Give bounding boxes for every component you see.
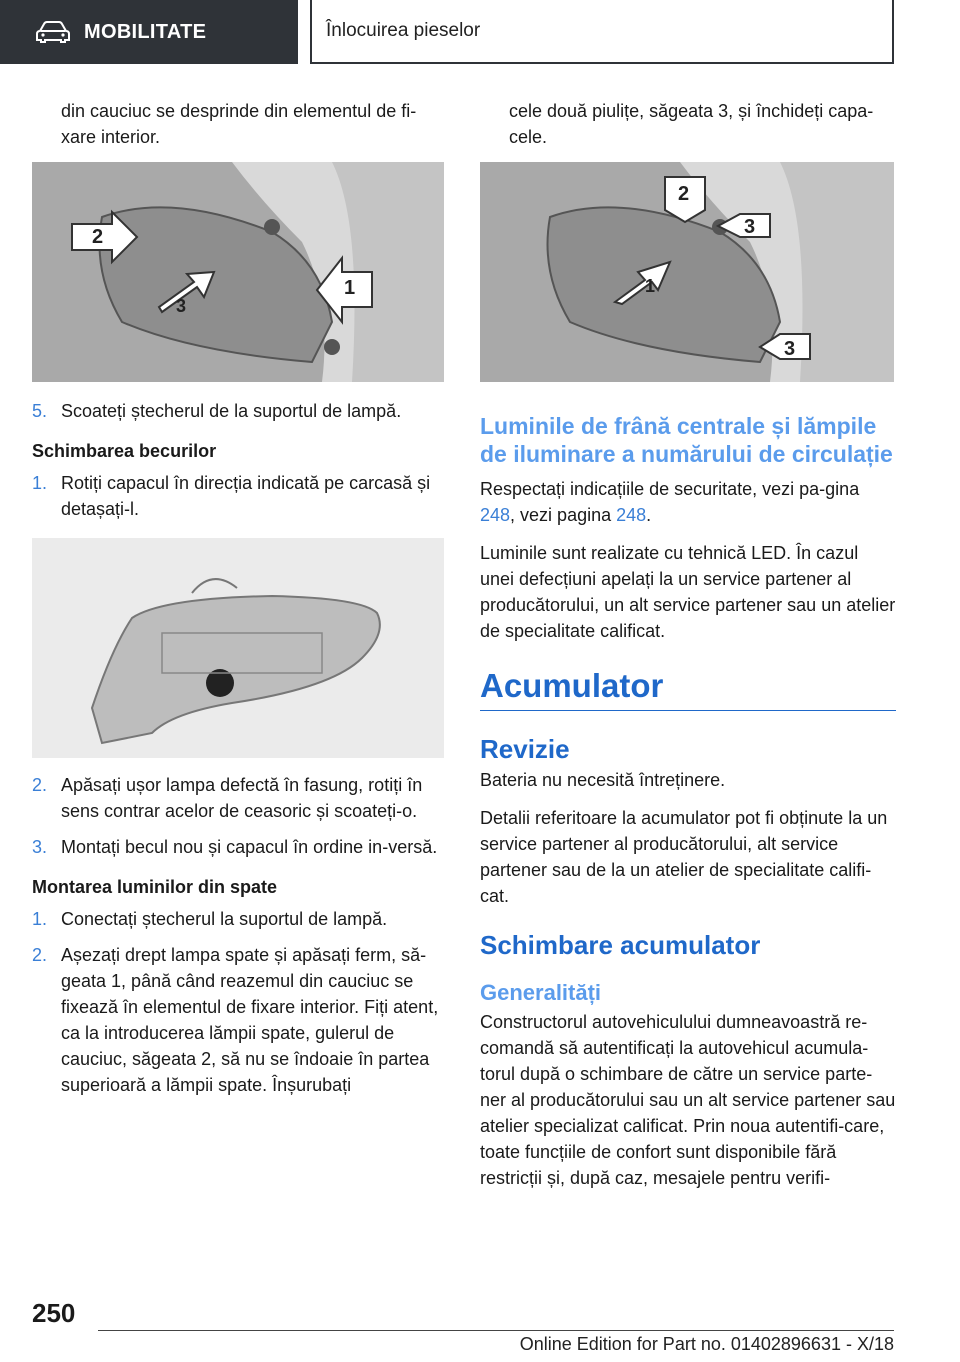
list-number: 1. [32,473,48,493]
fig1-label-3: 3 [176,296,187,316]
right-intro-text: cele două piulițe, săgeata 3, și închideți capa-cele. [509,101,874,147]
header-section-label: MOBILITATE [84,20,207,43]
list-item [32,772,444,824]
heading-general: Generalități [480,980,602,1005]
taillight-mounting-figure [480,162,894,382]
list-text: Rotiți capacul în direcția indicată pe carcasă și detașați-l. [61,473,431,519]
fig-label-3-bottom: 3 [784,338,796,360]
general-text: Constructorul autovehiculului dumneavoastră re-comandă să autentificați la autovehicul acumula-torul după o schimbare de către un service parte-ner al producătorului sau un alt service partener sau atelier specializat calificat. Prin noua autentifi-care, toate funcțiile de confort sunt disponibile fără restricții și, după caz, mesajele pentru verifi- [480,1012,896,1188]
fig-label-2: 2 [678,183,690,205]
heading-battery-replacement: Schimbare acumulator [480,930,761,960]
lamp-holder-illustration [32,538,444,758]
car-icon [36,21,70,43]
lamp-holder-figure [32,538,444,758]
header-section-tab[interactable] [0,0,298,64]
maintenance-text: Bateria nu necesită întreținere. [480,770,726,790]
subheading-rear-lights-mounting: Montarea luminilor din spate [32,877,278,897]
list-number: 2. [32,945,48,965]
safety-reference-text [480,476,896,528]
heading-battery: Acumulator [480,667,664,704]
battery-details-text: Detalii referitoare la acumulator pot fi obținute la un service partener al producătorului, alt service partener sau de la un atelier de specialitate califi-cat. [480,808,888,906]
taillight-removal-illustration [32,162,444,382]
fig-label-1: 1 [645,276,656,296]
heading-maintenance: Revizie [480,734,570,764]
safety-text-c: . [646,505,652,525]
fig1-label-1: 1 [344,277,356,299]
list-text: Scoateți ștecherul de la suportul de lampă. [61,401,402,421]
list-item [32,398,444,424]
safety-text-a: Respectați indicațiile de securitate, vezi pa-gina [480,479,860,499]
list-number: 1. [32,909,48,929]
left-intro-text: din cauciuc se desprinde din elementul de fi-xare interior. [61,101,417,147]
list-item [32,942,444,1098]
list-text: Apăsați ușor lampa defectă în fasung, rotiți în sens contrar acelor de ceasoric și scoateți-o. [61,775,423,821]
page-link-248[interactable]: 248 [480,505,511,525]
page-number: 250 [32,1298,76,1328]
list-text: Montați becul nou și capacul în ordine in-versă. [61,837,438,857]
list-number: 3. [32,837,48,857]
list-text: Așezați drept lampa spate și apăsați ferm, să-geata 1, până când reazemul din cauciuc se fixează în elementul de fixare interior. Fiți atent, ca la introducerea lămpii spate, gulerul de cauciuc, săgeata 2, să nu se îndoaie în partea superioară a lămpii spate. Înșurubați [61,945,439,1095]
footer-edition: Online Edition for Part no. 01402896631 - X/18 [519,1334,894,1354]
fig-label-3-top: 3 [744,216,756,238]
footer-rule [98,1330,894,1331]
taillight-removal-figure [32,162,444,382]
page-link-248-second[interactable]: 248 [616,505,647,525]
list-number: 5. [32,401,48,421]
list-text: Conectați ștecherul la suportul de lampă. [61,909,388,929]
list-item [32,470,444,522]
taillight-mounting-illustration [480,162,894,382]
subheading-bulb-change: Schimbarea becurilor [32,441,217,461]
left-column [32,98,444,1108]
header-chapter [310,0,894,64]
heading-brake-license-lights: Luminile de frână centrale și lămpile de iluminare a numărului de circulație [480,413,893,467]
led-info-text: Luminile sunt realizate cu tehnică LED. În cazul unei defecțiuni apelați la un service partener al producătorului, un alt service partener sau un atelier de specialitate calificat. [480,543,896,641]
heading-rule [480,710,896,711]
list-item [32,906,444,932]
right-column [480,98,896,1203]
list-item [32,834,444,860]
list-number: 2. [32,775,48,795]
header-chapter-label: Înlocuirea pieselor [326,20,481,41]
safety-text-b: , vezi pagina [510,505,617,525]
fig1-label-2: 2 [92,226,104,248]
